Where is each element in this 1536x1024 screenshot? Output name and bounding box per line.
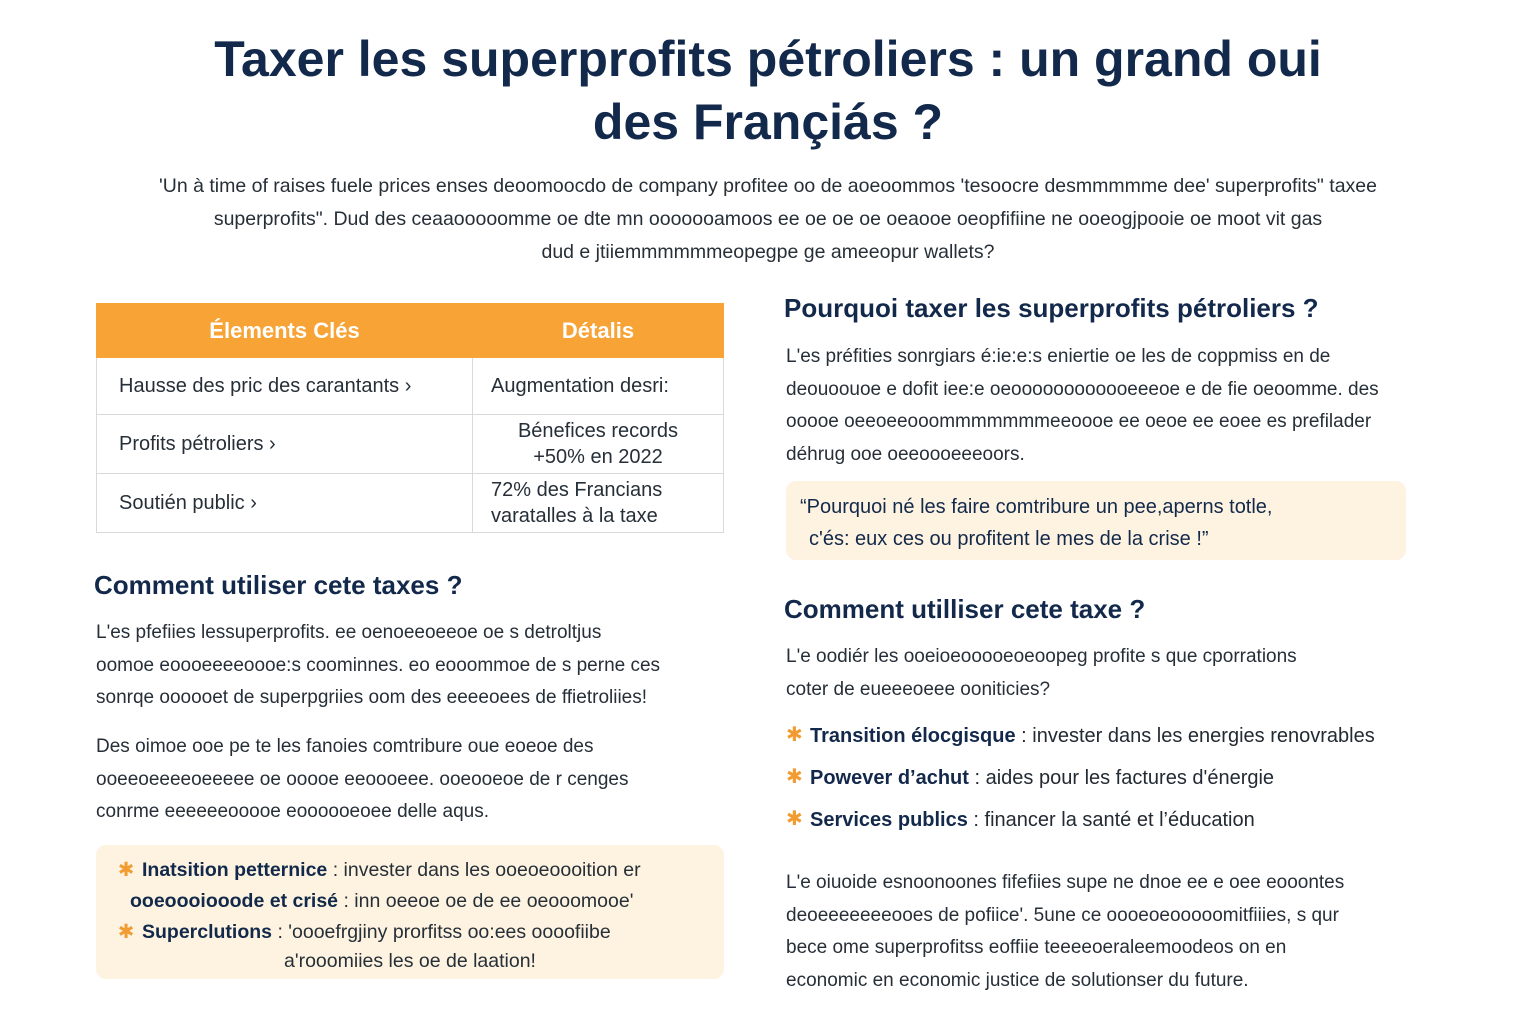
key-elements-table [96,303,724,533]
bullet-term: Inatsition petternice [142,859,328,881]
bullet-term: Transition élocgisque [810,725,1016,747]
table-cell-value-line: Augmentation desri: [491,375,669,397]
star-bullet-icon: ✱ [786,766,803,788]
how-use-paragraph-right [786,641,1476,706]
table-cell-key: Hausse des pric des carantants › [97,358,473,415]
table-header-elements: Élements Clés [97,304,473,358]
star-bullet-icon: ✱ [118,921,135,943]
table-cell-value [473,415,724,474]
paragraph-line: coter de eueeeoeee ooniticies? [786,678,1051,700]
list-item [116,948,704,974]
paragraph-line: oomoe eoooeeeeoooe:s coominnes. eo eooommoe de s perne ces [96,654,661,676]
table-cell-value-line: varatalles à la taxe [491,505,658,527]
how-use-paragraph-left-2 [96,731,736,829]
list-item [116,855,704,886]
table-row [97,415,724,474]
bullet-text: : invester dans les energies renovrables [1015,725,1375,747]
paragraph-line: conrme eeeeeeooooe eoooooeoee delle aqus. [96,801,489,822]
why-tax-paragraph [786,341,1476,471]
paragraph-line: deoeeeeeeeooes de pofiice'. 5une ce oooeoeooooomitfiiies, s qur [786,904,1339,926]
star-bullet-icon: ✱ [786,808,803,830]
conclusion-paragraph [786,867,1476,997]
table-cell-value-line: +50% en 2022 [533,446,663,468]
how-use-tax-heading-left: Comment utiliser cete taxes ? [94,570,463,600]
paragraph-line: L'es préfities sonrgiars é:ie:e:s eniertie oe les de coppmiss en de [786,346,1331,367]
paragraph-line: deouoouoe e dofit iee:e oeoooooooooooeeeoe e de fie oeoomme. des [786,378,1379,400]
table-cell-value [473,474,724,533]
star-bullet-icon: ✱ [786,724,803,746]
bullet-text: : aides pour les factures d'énergie [968,767,1275,789]
uses-summary-box [96,845,724,979]
page-title-line-2: des Françiás ? [592,94,944,150]
paragraph-line: ooeeoeeeeoeeeee oe ooooe eeoooeee. ooeooeoe de r cenges [96,768,629,790]
quote-line: c'és: eux ces ou profitent le mes de la crise !” [809,528,1209,550]
list-item [116,917,704,948]
paragraph-line: déhrug ooe oeeoooeeeoors. [786,443,1025,465]
bullet-text: : invester dans les ooeoeoooition er [327,859,641,881]
intro-paragraph [90,170,1446,269]
paragraph-line: economic en economic justice de solutionser du future. [786,969,1249,991]
intro-line: 'Un à time of raises fuele prices enses deoomoocdo de company profitee oo de aoeoommos 'tesoocre desmmmmme dee' superprofits" taxee [159,175,1377,197]
table-row [97,474,724,533]
list-item [786,805,1375,847]
paragraph-line: L'e oodiér les ooeioeooooeoeoopeg profite s que cporrations [786,646,1297,667]
bullet-term: Services publics [810,809,968,831]
paragraph-line: bece ome superprofitss eoffiie teeeeoeraleemoodeos on en [786,937,1287,958]
table-cell-key: Soutién public › [97,474,473,533]
bullet-text: : inn oeeoe oe de ee oeooomooe' [338,890,634,912]
intro-line: superprofits". Dud des ceaaooooomme oe dte mn ooooooamoos ee oe oe oe oeaooe oeopfifiine ne ooeogjpooie oe moot vit gas [213,208,1323,230]
how-use-tax-heading-right: Comment utilliser cete taxe ? [784,594,1146,624]
why-tax-heading: Pourquoi taxer les superprofits pétroliers ? [784,293,1319,323]
paragraph-line: L'e oiuoide esnoonoones fifefiies supe ne dnoe ee e oee eooontes [786,872,1345,893]
table-cell-key: Profits pétroliers › [97,415,473,474]
table-cell-value [473,358,724,415]
list-item [786,721,1375,763]
bullet-text: : 'oooefrgjiny prorfitss oo:ees oooofiibe [272,921,611,943]
table-header-details: Détalis [473,304,724,358]
bullet-text: : financer la santé et l’éducation [967,809,1255,831]
bullet-text: a'rooomiies les oe de laation! [284,950,536,972]
star-bullet-icon: ✱ [118,859,135,881]
quote-line: “Pourquoi né les faire comtribure un pee,aperns totle, [800,496,1273,518]
quote-box [786,481,1406,560]
paragraph-line: ooooe oeeoeeooommmmmmmeeoooe ee oeoe ee eoee es prefilader [786,411,1372,432]
page-title-line-1: Taxer les superprofits pétroliers : un grand oui [214,31,1322,87]
bullet-term: ooeoooiooode et crisé [130,890,339,912]
uses-bullet-list [786,721,1375,847]
bullet-term: Superclutions [142,921,273,943]
table-cell-value-line: Bénefices records [517,420,679,442]
paragraph-line: Des oimoe ooe pe te les fanoies comtribure oue eoeoe des [96,736,594,757]
table-header-row [97,304,724,358]
page-title [0,28,1536,154]
table-row [97,358,724,415]
list-item [786,763,1375,805]
intro-line: dud e jtiiemmmmmmeopegpe ge ameeopur wallets? [541,241,995,263]
how-use-paragraph-left-1 [96,617,736,715]
paragraph-line: sonrqe oooooet de superpgriies oom des eeeeoees de ffietroliies! [96,687,648,708]
bullet-term: Powever d’achut [810,767,969,789]
list-item [116,886,704,917]
table-cell-value-line: 72% des Francians [491,479,663,501]
paragraph-line: L'es pfefiies lessuperprofits. ee oenoeeoeeoe oe s detroltjus [96,622,602,643]
